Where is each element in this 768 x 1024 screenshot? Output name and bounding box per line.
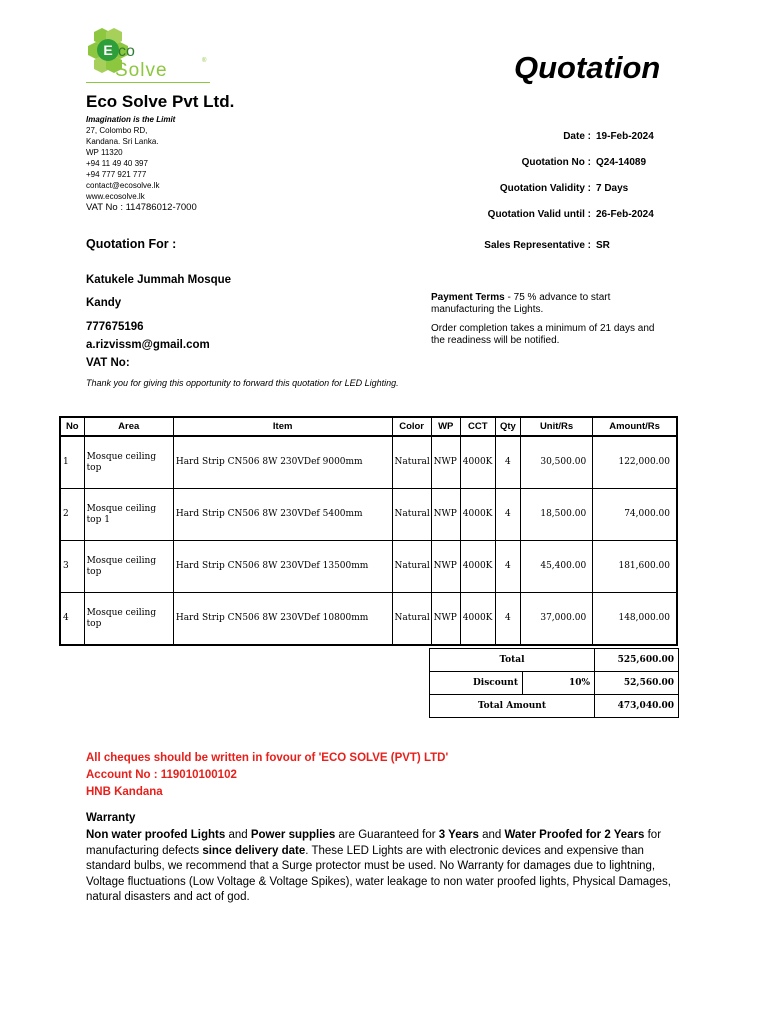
company-vat: VAT No : 114786012-7000 — [86, 202, 197, 213]
payment-terms-text: Payment Terms - 75 % advance to start manufacturing the Lights. — [431, 292, 611, 315]
meta-label: Date : — [563, 131, 591, 142]
phone-line: +94 777 921 777 — [86, 170, 147, 179]
cell-item: Hard Strip CN506 8W 230VDef 10800mm — [173, 593, 392, 646]
meta-date — [563, 131, 656, 142]
grand-total-row — [430, 695, 679, 718]
cell-amount: 74,000.00 — [593, 489, 677, 541]
cell-color: Natural — [392, 541, 431, 593]
discount-percent: 10% — [523, 672, 595, 695]
thank-you-note: Thank you for giving this opportunity to forward this quotation for LED Lighting. — [86, 378, 399, 388]
svg-text:®: ® — [202, 58, 207, 64]
meta-value: 26-Feb-2024 — [596, 209, 654, 220]
payment-terms-label: Payment Terms — [431, 292, 505, 303]
cell-unit: 30,500.00 — [520, 436, 592, 489]
cell-wp: NWP — [431, 436, 460, 489]
cell-wp: NWP — [431, 593, 460, 646]
column-header: Area — [84, 417, 173, 436]
account-number: Account No : 119010100102 — [86, 769, 237, 781]
meta-value: 19-Feb-2024 — [596, 131, 654, 142]
cell-area: Mosque ceiling top — [84, 593, 173, 646]
discount-label: Discount — [430, 672, 523, 695]
svg-text:E: E — [103, 42, 113, 58]
cell-cct: 4000K — [460, 541, 495, 593]
cell-wp: NWP — [431, 489, 460, 541]
cell-cct: 4000K — [460, 593, 495, 646]
cell-color: Natural — [392, 593, 431, 646]
table-row — [60, 489, 677, 541]
meta-valid-until — [488, 209, 656, 220]
cell-unit: 37,000.00 — [520, 593, 592, 646]
cell-unit: 45,400.00 — [520, 541, 592, 593]
column-header: Qty — [495, 417, 520, 436]
cell-qty: 4 — [495, 436, 520, 489]
meta-sales-rep — [484, 240, 656, 251]
cell-qty: 4 — [495, 489, 520, 541]
company-address — [86, 125, 160, 202]
meta-value: SR — [596, 240, 610, 251]
logo-text-bottom: Solve — [115, 60, 168, 81]
column-header: CCT — [460, 417, 495, 436]
hexagon-logo-icon — [84, 26, 214, 84]
cell-no: 3 — [60, 541, 84, 593]
total-row — [430, 649, 679, 672]
phone-line: +94 11 49 40 397 — [86, 159, 148, 168]
totals-table — [429, 648, 679, 718]
grand-total-label: Total Amount — [430, 695, 595, 718]
table-header-row — [60, 417, 677, 436]
cell-amount: 181,600.00 — [593, 541, 677, 593]
column-header: Item — [173, 417, 392, 436]
cell-amount: 122,000.00 — [593, 436, 677, 489]
cell-item: Hard Strip CN506 8W 230VDef 9000mm — [173, 436, 392, 489]
quotation-for-heading: Quotation For : — [86, 237, 177, 251]
bank-name: HNB Kandana — [86, 786, 163, 798]
warranty-heading: Warranty — [86, 812, 136, 824]
website-line: www.ecosolve.lk — [86, 192, 145, 201]
column-header: Color — [392, 417, 431, 436]
client-phone: 777675196 — [86, 321, 144, 333]
total-value: 525,600.00 — [595, 649, 679, 672]
client-city: Kandy — [86, 297, 122, 309]
cell-item: Hard Strip CN506 8W 230VDef 13500mm — [173, 541, 392, 593]
grand-total-value: 473,040.00 — [595, 695, 679, 718]
company-tagline: Imagination is the Limit — [86, 115, 176, 124]
meta-value: Q24-14089 — [596, 157, 647, 168]
payment-terms — [431, 292, 671, 347]
client-vat: VAT No: — [86, 357, 130, 369]
table-row — [60, 541, 677, 593]
address-line: WP 11320 — [86, 148, 123, 157]
cell-cct: 4000K — [460, 436, 495, 489]
discount-value: 52,560.00 — [595, 672, 679, 695]
cell-no: 4 — [60, 593, 84, 646]
cell-unit: 18,500.00 — [520, 489, 592, 541]
address-line: Kandana. Sri Lanka. — [86, 137, 159, 146]
table-row — [60, 436, 677, 489]
cell-no: 2 — [60, 489, 84, 541]
meta-label: Sales Representative : — [484, 240, 591, 251]
cell-qty: 4 — [495, 541, 520, 593]
company-name: Eco Solve Pvt Ltd. — [86, 92, 235, 111]
column-header: Unit/Rs — [520, 417, 592, 436]
column-header: No — [60, 417, 84, 436]
cell-item: Hard Strip CN506 8W 230VDef 5400mm — [173, 489, 392, 541]
items-table — [59, 416, 678, 646]
cell-qty: 4 — [495, 593, 520, 646]
client-email: a.rizvissm@gmail.com — [86, 339, 210, 351]
total-label: Total — [430, 649, 595, 672]
meta-value: 7 Days — [596, 183, 629, 194]
email-line: contact@ecosolve.lk — [86, 181, 160, 190]
cell-wp: NWP — [431, 541, 460, 593]
meta-quote-no — [522, 157, 656, 168]
cell-color: Natural — [392, 489, 431, 541]
meta-label: Quotation No : — [521, 157, 591, 168]
warranty-text: Non water proofed Lights and Power supplies are Guaranteed for 3 Years and Water Proofed for 2 Years for manufacturing defects since delivery date. These LED Lights are with electronic devices and expensive than standard bulbs, we recommend that a Surge protector must be used. No Warranty for damages due to lightning, Voltage fluctuations (Low Voltage & Voltage Spikes), water leakage to non water proofed lights, Physical Damages, natural disasters and act of god. — [86, 829, 671, 903]
cell-area: Mosque ceiling top — [84, 541, 173, 593]
column-header: WP — [431, 417, 460, 436]
logo-underline — [86, 82, 210, 83]
logo-text-top: co — [118, 43, 135, 60]
cell-area: Mosque ceiling top — [84, 436, 173, 489]
cell-cct: 4000K — [460, 489, 495, 541]
meta-label: Quotation Validity : — [499, 183, 591, 194]
cell-area: Mosque ceiling top 1 — [84, 489, 173, 541]
table-row — [60, 593, 677, 646]
company-logo — [84, 26, 214, 84]
discount-row — [430, 672, 679, 695]
cheque-instruction: All cheques should be written in fovour of 'ECO SOLVE (PVT) LTD' — [86, 752, 449, 764]
cell-color: Natural — [392, 436, 431, 489]
completion-note: Order completion takes a minimum of 21 days and the readiness will be notified. — [431, 323, 655, 346]
meta-validity — [500, 183, 656, 194]
document-title: Quotation — [514, 50, 661, 85]
column-header: Amount/Rs — [593, 417, 677, 436]
address-line: 27, Colombo RD, — [86, 126, 148, 135]
meta-label: Quotation Valid until : — [487, 209, 591, 220]
client-name: Katukele Jummah Mosque — [86, 274, 232, 286]
cell-no: 1 — [60, 436, 84, 489]
cell-amount: 148,000.00 — [593, 593, 677, 646]
